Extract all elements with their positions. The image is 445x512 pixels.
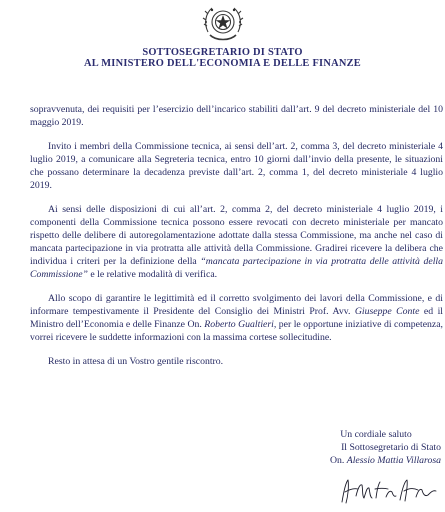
paragraph-4-name-conte: Giuseppe Conte <box>354 306 420 317</box>
paragraph-4-name-gualtieri: Roberto Gualtieri <box>204 319 274 330</box>
closing-name: Alessio Mattia Villarosa <box>346 455 441 466</box>
paragraph-3-text-b: e le relative modalità di verifica. <box>87 269 218 280</box>
paragraph-3-text-a: Ai sensi delle disposizioni di cui all’art. 2, comma 2, del decreto ministeriale 4 luglio 2019, i componenti della Commissione tecnica possono essere revocati con decreto ministeriale per mancato rispetto delle delibere di autoregolamentazione adottate dalla stessa Commissione, ma anche nel caso di mancata partecipazione in via protratta alle attività della Commissione. Gradirei ricevere la delibera che individua i criteri per la definizione della <box>30 204 443 267</box>
office-title-line1: SOTTOSEGRETARIO DI STATO <box>142 47 303 58</box>
signature-icon <box>336 476 442 506</box>
closing-name-prefix: On. <box>329 455 347 466</box>
paragraph-1: sopravvenuta, dei requisiti per l’esercizio dell’incarico stabiliti dall’art. 9 del decreto ministeriale del 10 maggio 2019. <box>30 104 443 128</box>
closing-greeting: Un cordiale saluto <box>340 429 412 440</box>
letter-body <box>30 103 443 368</box>
closing-name-line <box>301 454 441 467</box>
italian-republic-emblem-icon <box>200 2 246 46</box>
paragraph-4-text-a: Allo scopo di garantire le legittimità ed il corretto svolgimento dei lavori della Commissione, e di informare tempestivamente il Presidente del Consiglio dei Ministri Prof. Avv. <box>30 293 443 317</box>
paragraph-3-quote: “mancata partecipazione in via protratta delle attività della Commissione” <box>30 256 443 280</box>
paragraph-4 <box>30 292 443 344</box>
closing-block <box>301 428 441 467</box>
paragraph-3 <box>30 203 443 281</box>
paragraph-2: Invito i membri della Commissione tecnica, ai sensi dell’art. 2, comma 3, del decreto ministeriale 4 luglio 2019, a comunicare alla Segreteria tecnica, entro 10 giorni dall’invio della presente, le situazioni che possano determinare la decadenza previste dall’art. 2, comma 1, del decreto ministeriale 4 luglio 2019. <box>30 141 443 191</box>
office-title-line2: AL MINISTERO DELL'ECONOMIA E DELLE FINANZE <box>84 58 361 69</box>
closing-role: Il Sottosegretario di Stato <box>341 442 441 453</box>
paragraph-4-text-c: , per le opportune iniziative di competenza, vorrei ricevere le suddette informazioni con la massima cortese sollecitudine. <box>30 319 443 343</box>
paragraph-4-text-b: ed il Ministro dell’Economia e delle Finanze On. <box>30 306 443 330</box>
paragraph-5: Resto in attesa di un Vostro gentile riscontro. <box>48 356 224 367</box>
